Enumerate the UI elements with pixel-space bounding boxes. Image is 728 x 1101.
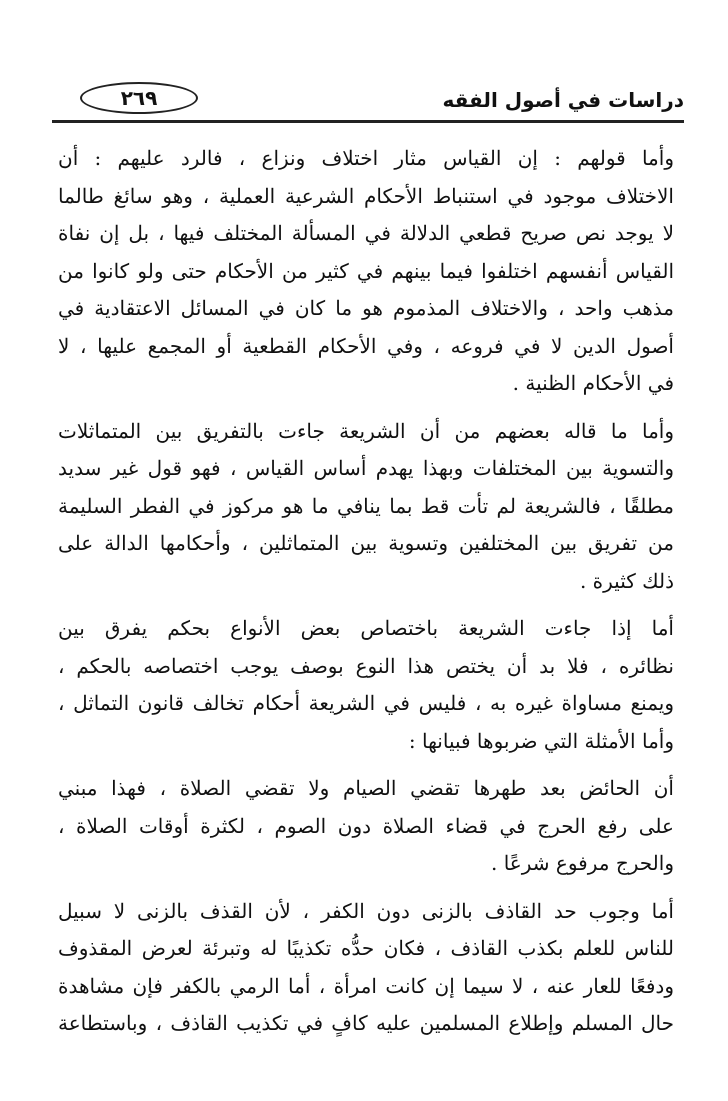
text-line: وأما قولهم : إن القياس مثار اختلاف ونزاع ، فالرد عليهم : أن — [58, 146, 674, 170]
text-line: أما وجوب حد القاذف بالزنى دون الكفر ، لأن القذف بالزنى لا سبيل — [58, 898, 674, 923]
body-text — [58, 140, 674, 1053]
text-line: ودفعًا للعار عنه ، لا سيما إن كانت امرأة ، أما الرمي بالكفر فإن مشاهدة — [58, 973, 674, 998]
text-line: أما إذا جاءت الشريعة باختصاص بعض الأنواع بحكم يفرق بين — [58, 616, 674, 640]
text-line: والحرج مرفوع شرعًا . — [491, 851, 674, 875]
page-header — [52, 72, 684, 120]
text-line: وأما ما قاله بعضهم من أن الشريعة جاءت بالتفريق بين المتماثلات — [58, 418, 674, 443]
text-line: والتسوية بين المختلفات وبهذا يهدم أساس القياس ، فهو قول غير سديد — [58, 456, 674, 480]
text-line: في الأحكام الظنية . — [512, 371, 674, 395]
paragraph-4 — [58, 770, 674, 883]
text-line: من تفريق بين المختلفين وتسوية بين المتماثلين ، وأحكامها الدالة على — [58, 531, 674, 555]
paragraph-1 — [58, 140, 674, 403]
text-line: ويمنع مساواة غيره به ، فليس في الشريعة أحكام تخالف قانون التماثل ، — [58, 691, 674, 715]
text-line: القياس أنفسهم اختلفوا فيما بينهم في كثير من الأحكام حتى ولو كانوا من — [58, 258, 674, 283]
text-line: أصول الدين لا في فروعه ، وفي الأحكام القطعية أو المجمع عليها ، لا — [58, 333, 674, 358]
page-number: ٢٦٩ — [80, 82, 198, 114]
text-line: ذلك كثيرة . — [579, 568, 674, 593]
text-line: مذهب واحد ، والاختلاف المذموم هو ما كان في المسائل الاعتقادية في — [58, 296, 674, 320]
text-line: الاختلاف موجود في استنباط الأحكام الشرعية العملية ، وهو سائغ طالما — [58, 183, 674, 208]
text-line: على رفع الحرج في قضاء الصلاة دون الصوم ، لكثرة أوقات الصلاة ، — [58, 813, 674, 838]
text-line: وأما الأمثلة التي ضربوها فبيانها : — [408, 728, 674, 753]
paragraph-3 — [58, 610, 674, 760]
running-title: دراسات في أصول الفقه — [442, 88, 684, 112]
paragraph-5 — [58, 893, 674, 1043]
text-line: حال المسلم وإطلاع المسلمين عليه كافٍ في تكذيب القاذف ، وباستطاعة — [58, 1011, 674, 1035]
header-rule — [52, 120, 684, 123]
text-line: للناس للعلم بكذب القاذف ، فكان حدُّه تكذيبًا له وتبرئة لعرض المقذوف — [58, 936, 674, 960]
text-line: مطلقًا ، فالشريعة لم تأت قط بما ينافي ما هو مركوز في الفطر السليمة — [58, 493, 674, 518]
paragraph-2 — [58, 413, 674, 601]
text-line: أن الحائض بعد طهرها تقضي الصيام ولا تقضي الصلاة ، فهذا مبني — [58, 776, 674, 800]
text-line: نظائره ، فلا بد أن يختص هذا النوع بوصف يوجب اختصاصه بالحكم ، — [58, 653, 674, 678]
text-line: لا يوجد نص صريح قطعي الدلالة في المسألة المختلف فيها ، بل إن نفاة — [58, 221, 674, 245]
